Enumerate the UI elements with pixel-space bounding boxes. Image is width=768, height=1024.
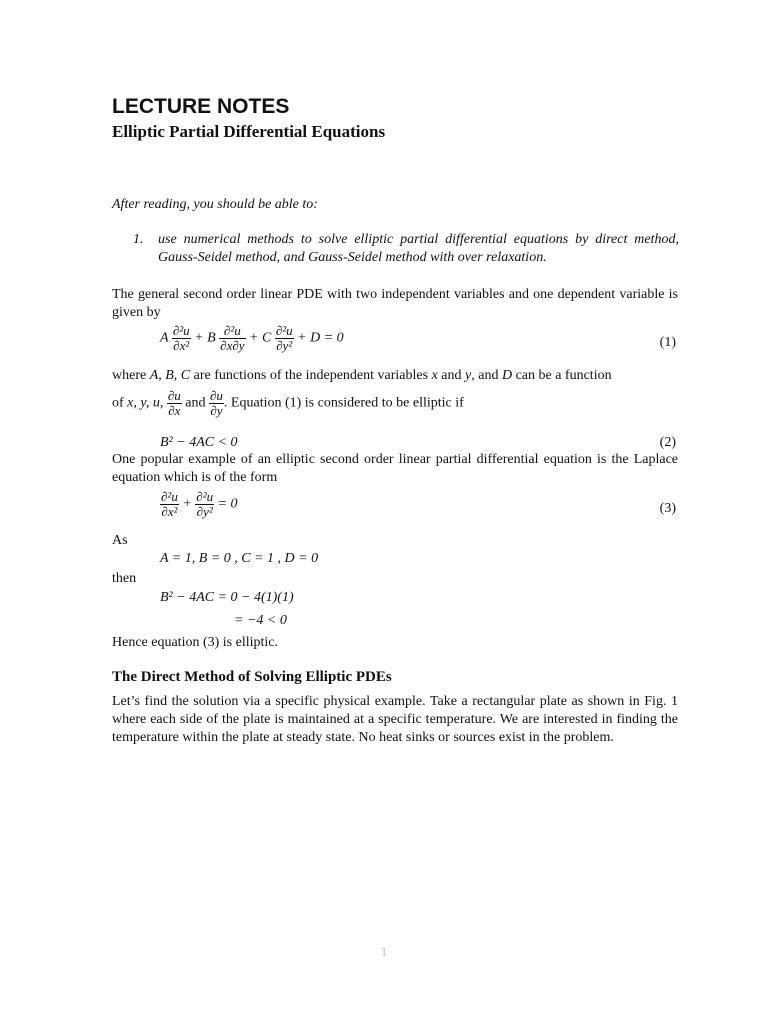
eq3-term2-denominator: ∂y² <box>196 504 213 519</box>
of-post-text: . Equation (1) is considered to be elliptic if <box>223 395 464 411</box>
paragraph-laplace: One popular example of an elliptic second order linear partial differential equation is the Laplace equation which is of the form <box>112 452 678 485</box>
equation-1 <box>160 324 344 353</box>
eq3-rest: = 0 <box>217 496 238 512</box>
equation-2-number: (2) <box>659 435 676 450</box>
eq3-term1-denominator: ∂x² <box>161 504 178 519</box>
where-and-2: , and <box>471 368 499 383</box>
where-line <box>112 367 612 385</box>
where-coefficients: A, B, C <box>149 368 191 383</box>
eq3-term1-numerator: ∂²u <box>161 489 178 504</box>
discriminant-calc-line-2: = −4 < 0 <box>234 613 287 628</box>
equation-3 <box>160 490 238 519</box>
eq1-rest: + D = 0 <box>297 330 344 346</box>
where-var-y: y <box>465 368 472 383</box>
learning-objectives-intro: After reading, you should be able to: <box>112 197 318 212</box>
then-label: then <box>112 571 137 586</box>
where-word: where <box>112 368 147 383</box>
section-heading-direct-method: The Direct Method of Solving Elliptic PDEs <box>112 669 392 685</box>
where-and-1: and <box>441 368 462 383</box>
du-dy-denominator: ∂y <box>210 403 223 418</box>
paragraph-direct-method: Let’s find the solution via a specific physical example. Take a rectangular plate as shown in Fig. 1 where each side of the plate is maintained at a specific temperature. We are interested in finding the temperature within the plate at steady state. No heat sinks or sources exist in the problem. <box>112 694 678 745</box>
eq3-term2-numerator: ∂²u <box>196 489 214 504</box>
where-var-d: D <box>501 368 513 383</box>
where-var-x: x <box>431 368 438 383</box>
eq1-term1-fraction <box>172 324 191 353</box>
eq1-term3-numerator: ∂²u <box>275 323 293 338</box>
du-dy-numerator: ∂u <box>209 388 223 403</box>
of-word: of <box>112 395 124 411</box>
eq1-coef-a: A <box>160 330 169 346</box>
eq1-term3-fraction <box>275 324 294 353</box>
discriminant-calc-line-1: B² − 4AC = 0 − 4(1)(1) <box>160 590 294 605</box>
du-dx-numerator: ∂u <box>167 388 181 403</box>
page-number: 1 <box>380 944 388 959</box>
du-dx-fraction <box>167 389 182 418</box>
page-subtitle: Elliptic Partial Differential Equations <box>112 122 386 141</box>
where-middle-text: are functions of the independent variables <box>193 368 429 383</box>
eq1-term3-denominator: ∂y² <box>276 338 293 353</box>
eq3-term1-fraction <box>160 490 179 519</box>
du-dy-fraction <box>209 389 224 418</box>
eq1-coef-b: + B <box>194 330 216 346</box>
du-dx-denominator: ∂x <box>168 403 181 418</box>
conclusion-elliptic: Hence equation (3) is elliptic. <box>112 635 278 650</box>
of-and: and <box>185 395 206 411</box>
equation-2: B² − 4AC < 0 <box>160 435 238 450</box>
objective-text: use numerical methods to solve elliptic partial differential equations by direct method, Gauss-Seidel method, and Gauss-Seidel method with over relaxation. <box>158 232 679 265</box>
learning-objective-item <box>133 231 679 267</box>
of-variables: x, y, u, <box>127 395 164 411</box>
paragraph-general-pde: The general second order linear PDE with two independent variables and one dependent variable is given by <box>112 287 678 320</box>
as-label: As <box>112 533 128 548</box>
page-title: LECTURE NOTES <box>112 95 290 118</box>
objective-number: 1. <box>133 232 144 247</box>
eq1-term2-fraction <box>219 324 245 353</box>
where-post-text: can be a function <box>515 368 612 383</box>
of-line <box>112 389 464 418</box>
eq1-term1-denominator: ∂x² <box>173 338 190 353</box>
eq1-term1-numerator: ∂²u <box>172 323 190 338</box>
equation-3-number: (3) <box>659 501 676 516</box>
eq3-term2-fraction <box>195 490 214 519</box>
eq1-term2-denominator: ∂x∂y <box>220 338 245 353</box>
equation-1-number: (1) <box>659 335 676 350</box>
eq3-plus: + <box>182 496 192 512</box>
coefficient-values: A = 1, B = 0 , C = 1 , D = 0 <box>160 551 319 566</box>
eq1-term2-numerator: ∂²u <box>219 324 245 339</box>
eq1-coef-c: + C <box>249 330 272 346</box>
